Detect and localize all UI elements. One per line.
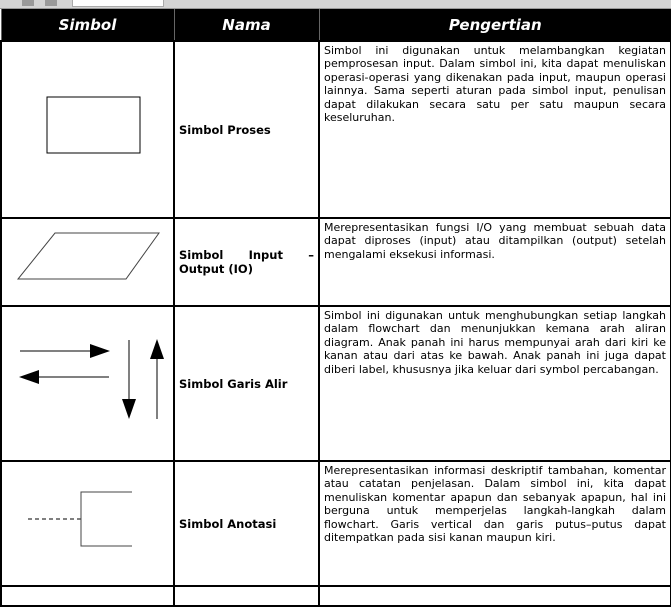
toolbar-button[interactable] (45, 0, 57, 6)
symbol-name: Simbol Anotasi (174, 461, 319, 586)
symbol-cell (1, 218, 174, 306)
header-definition: Pengertian (319, 9, 671, 41)
symbol-definition: Merepresentasikan informasi deskriptif tambahan, komentar atau catatan penjelasan. Dalam simbol ini, kita dapat menuliskan komentar apapun dan sebanyak apapun, hal ini berguna untuk memperjelas langkah-langkah dalam flowchart. Garis vertical dan garis putus–putus dapat ditempatkan pada sisi kanan maupun kiri. (319, 461, 671, 586)
toolbar-button[interactable] (22, 0, 34, 6)
symbol-name: Simbol Input – Output (IO) (174, 218, 319, 306)
symbol-cell (1, 306, 174, 461)
symbol-cell (1, 41, 174, 218)
flow-arrows-icon (2, 307, 173, 460)
table-header (1, 9, 671, 41)
process-rectangle-icon (2, 42, 173, 217)
table-row (1, 218, 671, 306)
toolbar-field[interactable] (72, 0, 164, 7)
annotation-bracket-icon (2, 462, 173, 585)
table-row (1, 306, 671, 461)
symbol-name: Simbol Garis Alir (174, 306, 319, 461)
symbol-definition: Merepresentasikan fungsi I/O yang membuat sebuah data dapat diproses (input) atau ditampilkan (output) setelah mengalami eksekusi informasi. (319, 218, 671, 306)
table-row (1, 586, 671, 606)
symbol-definition: Simbol ini digunakan untuk menghubungkan setiap langkah dalam flowchart dan menunjukkan kemana arah aliran diagram. Anak panah ini harus mempunyai arah dari kiri ke kanan atau dari atas ke bawah. Anak panah ini juga dapat diberi label, khususnya jika keluar dari symbol percabangan. (319, 306, 671, 461)
toolbar-strip (0, 0, 671, 9)
symbol-name: Simbol Proses (174, 41, 319, 218)
header-symbol: Simbol (1, 9, 174, 41)
symbol-definition: Simbol ini digunakan untuk melambangkan kegiatan pemprosesan input. Dalam simbol ini, kita dapat menuliskan operasi-operasi yang dikenakan pada input, maupun operasi lainnya. Sama seperti aturan pada simbol input, penulisan dapat dilakukan secara satu per satu maupun secara keseluruhan. (319, 41, 671, 218)
input-output-parallelogram-icon (2, 219, 173, 305)
flowchart-symbol-table (0, 9, 671, 607)
table-row (1, 41, 671, 218)
header-name: Nama (174, 9, 319, 41)
table-row (1, 461, 671, 586)
symbol-cell (1, 461, 174, 586)
